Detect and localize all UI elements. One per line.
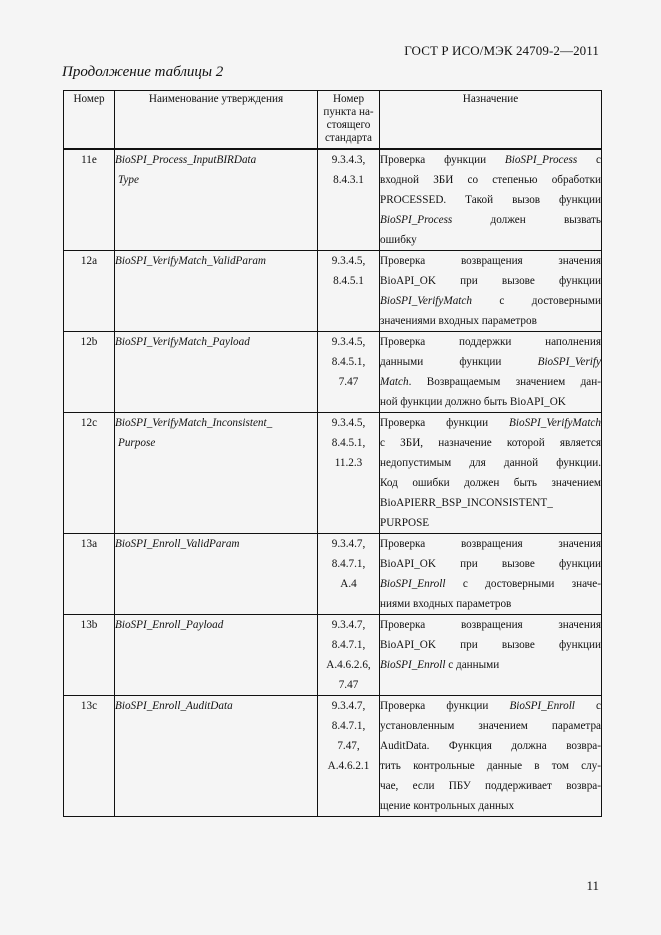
clause-numbers (318, 332, 380, 413)
purpose-line: Match. Возвращаемым значением дан- (380, 376, 601, 388)
clause-numbers (318, 149, 380, 251)
assertion-name-line: BioSPI_Enroll_Payload (115, 619, 224, 631)
assertion-name (115, 413, 318, 534)
purpose-line: BioAPI_OK при вызове функции (380, 275, 601, 287)
column-header-clause-line: стоящего (326, 119, 371, 131)
clause-number: A.4.6.2.6, (326, 659, 371, 671)
clause-number: 8.4.5.1, (331, 356, 366, 368)
assertion-name (115, 615, 318, 696)
clause-number: A.4.6.2.1 (327, 760, 370, 772)
purpose-line: BioAPIERR_BSP_INCONSISTENT_ (380, 497, 553, 509)
purpose-text (380, 696, 602, 817)
clause-number: 7.47, (337, 740, 360, 752)
table-row (64, 615, 602, 696)
clause-number: 8.4.5.1 (333, 275, 364, 287)
assertion-name (115, 251, 318, 332)
purpose-text (380, 149, 602, 251)
purpose-line: щение контрольных данных (380, 800, 515, 812)
table-row (64, 149, 602, 251)
purpose-line: недопустимым для данной функции. (380, 457, 601, 469)
clause-number: 9.3.4.7, (331, 619, 366, 631)
column-header-number: Номер (64, 91, 115, 150)
table-row (64, 534, 602, 615)
table-body (64, 149, 602, 817)
assertion-name-line: BioSPI_VerifyMatch_Payload (115, 336, 250, 348)
clause-numbers (318, 696, 380, 817)
purpose-text (380, 534, 602, 615)
assertion-name (115, 534, 318, 615)
table-header-row (64, 91, 602, 150)
purpose-line: BioAPI_OK при вызове функции (380, 639, 601, 651)
row-number: 11e (64, 149, 115, 251)
purpose-line: ниями входных параметров (380, 598, 512, 610)
purpose-line: с ЗБИ, назначение которой является (380, 437, 601, 449)
column-header-clause-line: Номер (332, 93, 365, 105)
assertion-name-line: BioSPI_VerifyMatch_ValidParam (115, 255, 267, 267)
purpose-line: BioSPI_Enroll с достоверными значе- (380, 578, 601, 590)
purpose-line: Проверка функции BioSPI_Process с (380, 154, 601, 166)
clause-number: 9.3.4.3, (331, 154, 366, 166)
purpose-line: Код ошибки должен быть значением (380, 477, 601, 489)
clause-numbers (318, 251, 380, 332)
row-number: 12b (64, 332, 115, 413)
column-header-purpose: Назначение (380, 91, 602, 150)
purpose-line: Проверка возвращения значения (380, 255, 601, 267)
purpose-text (380, 413, 602, 534)
purpose-line: Проверка возвращения значения (380, 619, 601, 631)
table-row (64, 251, 602, 332)
purpose-text (380, 615, 602, 696)
purpose-line: данными функции BioSPI_Verify (380, 356, 601, 368)
clause-number: A.4 (340, 578, 357, 590)
clause-number: 8.4.7.1, (331, 558, 366, 570)
assertion-name-line: BioSPI_Enroll_ValidParam (115, 538, 240, 550)
purpose-line: BioSPI_VerifyMatch с достоверными (380, 295, 601, 307)
purpose-line: BioSPI_Process должен вызвать (380, 214, 601, 226)
row-number: 12a (64, 251, 115, 332)
purpose-line: входной ЗБИ со степенью обработки (380, 174, 601, 186)
purpose-line: BioSPI_Enroll с данными (380, 659, 500, 671)
clause-numbers (318, 413, 380, 534)
purpose-line: PURPOSE (380, 517, 430, 529)
purpose-line: ной функции должно быть BioAPI_OK (380, 396, 566, 408)
table-row (64, 696, 602, 817)
clause-number: 9.3.4.7, (331, 538, 366, 550)
clause-numbers (318, 615, 380, 696)
assertion-name-line: BioSPI_Process_InputBIRData (115, 154, 257, 166)
purpose-line: Проверка возвращения значения (380, 538, 601, 550)
clause-number: 9.3.4.7, (331, 700, 366, 712)
row-number: 13a (64, 534, 115, 615)
purpose-line: PROCESSED. Такой вызов функции (380, 194, 601, 206)
clause-number: 11.2.3 (334, 457, 363, 469)
purpose-text (380, 251, 602, 332)
column-header-clause (318, 91, 380, 150)
document-header: ГОСТ Р ИСО/МЭК 24709-2—2011 (404, 43, 599, 58)
purpose-line: AuditData. Функция должна возвра- (380, 740, 601, 752)
clause-numbers (318, 534, 380, 615)
purpose-line: Проверка функции BioSPI_Enroll с (380, 700, 601, 712)
row-number: 13b (64, 615, 115, 696)
purpose-line: ошибку (380, 234, 417, 246)
column-header-clause-line: пункта на- (323, 106, 374, 118)
assertion-name (115, 332, 318, 413)
purpose-text (380, 332, 602, 413)
assertion-name (115, 696, 318, 817)
clause-number: 8.4.7.1, (331, 720, 366, 732)
clause-number: 9.3.4.5, (331, 417, 366, 429)
row-number: 12c (64, 413, 115, 534)
clause-number: 8.4.7.1, (331, 639, 366, 651)
purpose-line: чае, если ПБУ поддерживает возвра- (380, 780, 601, 792)
clause-number: 9.3.4.5, (331, 336, 366, 348)
assertion-name-line: Purpose (118, 437, 156, 449)
purpose-line: BioAPI_OK при вызове функции (380, 558, 601, 570)
clause-number: 7.47 (338, 376, 359, 388)
purpose-line: Проверка поддержки наполнения (380, 336, 601, 348)
column-header-name: Наименование утверждения (115, 91, 318, 150)
table-row (64, 413, 602, 534)
table-row (64, 332, 602, 413)
assertions-table (63, 90, 602, 817)
purpose-line: установленным значением параметра (380, 720, 601, 732)
purpose-line: значениями входных параметров (380, 315, 537, 327)
column-header-clause-line: стандарта (324, 132, 373, 144)
clause-number: 9.3.4.5, (331, 255, 366, 267)
table-caption: Продолжение таблицы 2 (62, 64, 224, 80)
assertion-name-line: BioSPI_Enroll_AuditData (115, 700, 233, 712)
assertion-name-line: Type (118, 174, 139, 186)
purpose-line: Проверка функции BioSPI_VerifyMatch (380, 417, 601, 429)
assertion-name (115, 149, 318, 251)
row-number: 13c (64, 696, 115, 817)
purpose-line: тить контрольные данные в том слу- (380, 760, 601, 772)
clause-number: 8.4.5.1, (331, 437, 366, 449)
clause-number: 7.47 (338, 679, 359, 691)
assertion-name-line: BioSPI_VerifyMatch_Inconsistent_ (115, 417, 273, 429)
page-number: 11 (586, 878, 599, 893)
clause-number: 8.4.3.1 (333, 174, 364, 186)
